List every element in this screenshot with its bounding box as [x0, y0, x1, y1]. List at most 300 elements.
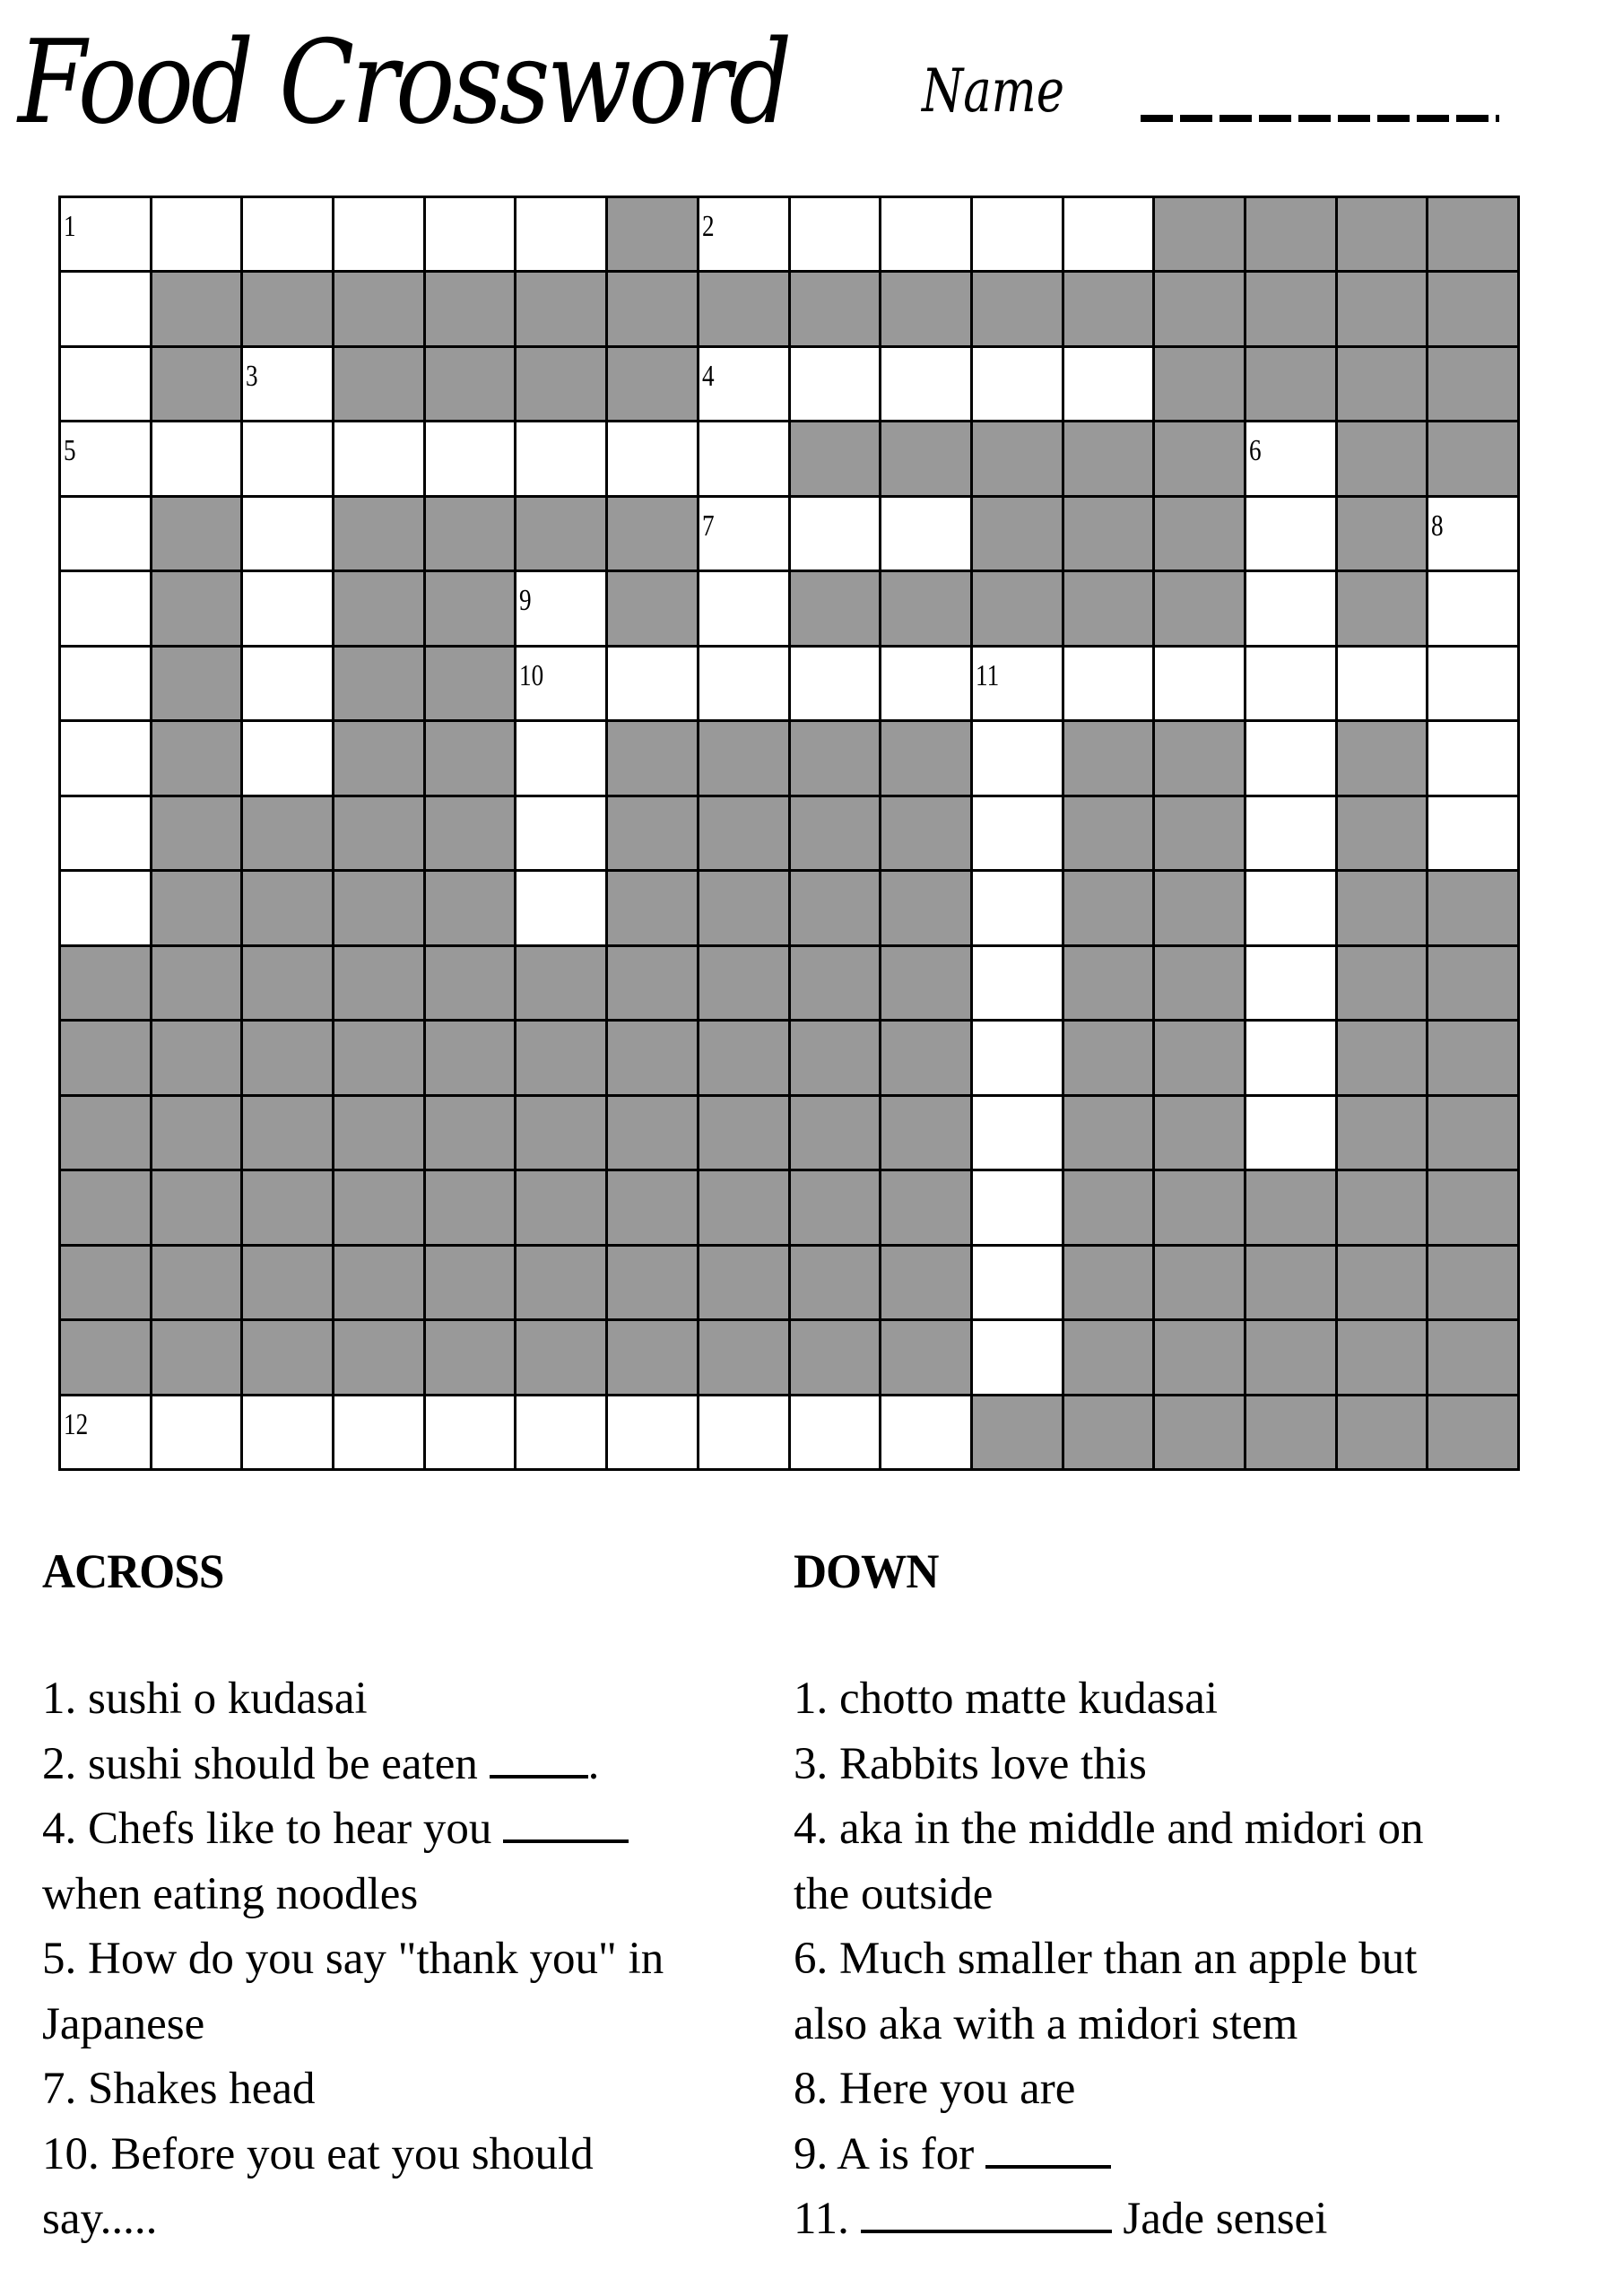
- clue-number: 5: [64, 434, 76, 468]
- block-cell: [791, 1247, 880, 1318]
- block-cell: [973, 572, 1062, 644]
- answer-cell[interactable]: [334, 198, 423, 270]
- answer-cell[interactable]: [1246, 1097, 1335, 1169]
- block-cell: [516, 273, 605, 344]
- block-cell: [1064, 1396, 1153, 1468]
- block-cell: [1246, 348, 1335, 420]
- clue-number: 12: [64, 1407, 89, 1441]
- block-cell: [608, 1247, 697, 1318]
- block-cell: [881, 797, 970, 869]
- block-cell: [608, 348, 697, 420]
- block-cell: [516, 348, 605, 420]
- block-cell: [1428, 947, 1517, 1019]
- block-cell: [243, 1171, 332, 1243]
- block-cell: [1064, 1321, 1153, 1393]
- clue-text: also aka with a midori stem: [794, 1998, 1298, 2049]
- block-cell: [699, 1097, 788, 1169]
- block-cell: [426, 1097, 515, 1169]
- answer-cell[interactable]: [791, 648, 880, 719]
- answer-cell[interactable]: [791, 198, 880, 270]
- answer-cell[interactable]: [516, 872, 605, 944]
- block-cell: [699, 872, 788, 944]
- answer-cell[interactable]: [973, 1247, 1062, 1318]
- block-cell: [1064, 1171, 1153, 1243]
- clue-item: [794, 1862, 1583, 1927]
- block-cell: [1338, 572, 1427, 644]
- block-cell: [608, 1022, 697, 1093]
- answer-cell[interactable]: [1246, 1022, 1335, 1093]
- clue-item: [42, 2057, 794, 2122]
- clue-number: 9: [519, 584, 533, 618]
- answer-cell[interactable]: [243, 572, 332, 644]
- block-cell: [243, 872, 332, 944]
- block-cell: [973, 1396, 1062, 1468]
- block-cell: [516, 1022, 605, 1093]
- block-cell: [334, 1171, 423, 1243]
- answer-cell[interactable]: [61, 422, 150, 494]
- block-cell: [152, 797, 241, 869]
- block-cell: [1155, 198, 1244, 270]
- block-cell: [334, 498, 423, 570]
- block-cell: [1155, 1022, 1244, 1093]
- answer-cell[interactable]: [973, 348, 1062, 420]
- block-cell: [699, 1321, 788, 1393]
- answer-cell[interactable]: [61, 797, 150, 869]
- answer-cell[interactable]: [243, 722, 332, 794]
- block-cell: [426, 648, 515, 719]
- answer-cell[interactable]: [791, 1396, 880, 1468]
- block-cell: [1338, 722, 1427, 794]
- block-cell: [1338, 1247, 1427, 1318]
- answer-cell[interactable]: [334, 1396, 423, 1468]
- clue-number: 7: [701, 509, 715, 543]
- block-cell: [608, 498, 697, 570]
- answer-cell[interactable]: [881, 498, 970, 570]
- answer-cell[interactable]: [1246, 947, 1335, 1019]
- block-cell: [1064, 572, 1153, 644]
- answer-cell[interactable]: [152, 1396, 241, 1468]
- block-cell: [1428, 1247, 1517, 1318]
- block-cell: [243, 1321, 332, 1393]
- across-clue-list: [42, 1666, 794, 2252]
- block-cell: [1246, 1247, 1335, 1318]
- answer-cell[interactable]: [1246, 572, 1335, 644]
- block-cell: [334, 722, 423, 794]
- block-cell: [152, 1171, 241, 1243]
- answer-cell[interactable]: [61, 872, 150, 944]
- answer-cell[interactable]: [1246, 797, 1335, 869]
- clue-item: [42, 1926, 794, 1992]
- block-cell: [1338, 1321, 1427, 1393]
- clue-text: Japanese: [42, 1998, 205, 2049]
- block-cell: [699, 797, 788, 869]
- block-cell: [608, 1171, 697, 1243]
- clue-item: [42, 1666, 794, 1732]
- block-cell: [61, 1171, 150, 1243]
- block-cell: [881, 1022, 970, 1093]
- block-cell: [61, 1321, 150, 1393]
- page-title: Food Crossword: [18, 16, 789, 150]
- fill-in-blank: [985, 2129, 1111, 2169]
- clue-item: [794, 2057, 1583, 2122]
- block-cell: [608, 947, 697, 1019]
- block-cell: [426, 1022, 515, 1093]
- clue-text: when eating noodles: [42, 1868, 419, 1919]
- clue-item: [794, 1992, 1583, 2057]
- answer-cell[interactable]: [973, 1171, 1062, 1243]
- answer-cell[interactable]: [699, 198, 788, 270]
- clue-text: 10. Before you eat you should: [42, 2128, 594, 2179]
- block-cell: [608, 1321, 697, 1393]
- answer-cell[interactable]: [699, 1396, 788, 1468]
- answer-cell[interactable]: [61, 198, 150, 270]
- answer-cell[interactable]: [973, 947, 1062, 1019]
- block-cell: [152, 947, 241, 1019]
- block-cell: [334, 1022, 423, 1093]
- down-clues: [794, 1544, 1583, 2252]
- answer-cell[interactable]: [61, 722, 150, 794]
- block-cell: [881, 872, 970, 944]
- block-cell: [973, 422, 1062, 494]
- block-cell: [1428, 1022, 1517, 1093]
- block-cell: [152, 648, 241, 719]
- answer-cell[interactable]: [1155, 648, 1244, 719]
- answer-cell[interactable]: [1428, 722, 1517, 794]
- answer-cell[interactable]: [1064, 648, 1153, 719]
- block-cell: [1155, 1247, 1244, 1318]
- answer-cell[interactable]: [881, 348, 970, 420]
- block-cell: [1338, 1022, 1427, 1093]
- answer-cell[interactable]: [699, 648, 788, 719]
- clue-text: the outside: [794, 1868, 994, 1919]
- block-cell: [1064, 797, 1153, 869]
- block-cell: [791, 722, 880, 794]
- clue-item: [794, 1796, 1583, 1862]
- block-cell: [516, 947, 605, 1019]
- block-cell: [608, 797, 697, 869]
- clue-number: 10: [519, 658, 544, 692]
- block-cell: [699, 1171, 788, 1243]
- block-cell: [1064, 273, 1153, 344]
- answer-cell[interactable]: [973, 1022, 1062, 1093]
- block-cell: [1246, 1321, 1335, 1393]
- clue-item: [794, 2187, 1583, 2252]
- block-cell: [334, 947, 423, 1019]
- block-cell: [426, 722, 515, 794]
- block-cell: [791, 572, 880, 644]
- block-cell: [1338, 498, 1427, 570]
- answer-cell[interactable]: [516, 1396, 605, 1468]
- answer-cell[interactable]: [973, 722, 1062, 794]
- clue-item: [42, 1992, 794, 2057]
- block-cell: [791, 422, 880, 494]
- answer-cell[interactable]: [608, 648, 697, 719]
- block-cell: [1338, 1396, 1427, 1468]
- answer-cell[interactable]: [608, 422, 697, 494]
- block-cell: [426, 572, 515, 644]
- answer-cell[interactable]: [516, 797, 605, 869]
- answer-cell[interactable]: [61, 498, 150, 570]
- block-cell: [1064, 947, 1153, 1019]
- block-cell: [1246, 198, 1335, 270]
- answer-cell[interactable]: [881, 198, 970, 270]
- block-cell: [1338, 273, 1427, 344]
- block-cell: [791, 1321, 880, 1393]
- clue-item: [794, 1666, 1583, 1732]
- block-cell: [1338, 348, 1427, 420]
- block-cell: [152, 1247, 241, 1318]
- block-cell: [61, 1022, 150, 1093]
- block-cell: [699, 273, 788, 344]
- block-cell: [791, 1171, 880, 1243]
- block-cell: [152, 1022, 241, 1093]
- answer-cell[interactable]: [243, 648, 332, 719]
- block-cell: [791, 797, 880, 869]
- answer-cell[interactable]: [61, 648, 150, 719]
- block-cell: [334, 1321, 423, 1393]
- answer-cell[interactable]: [791, 498, 880, 570]
- block-cell: [516, 1321, 605, 1393]
- block-cell: [152, 872, 241, 944]
- answer-cell[interactable]: [516, 648, 605, 719]
- block-cell: [791, 1022, 880, 1093]
- clue-text: 7. Shakes head: [42, 2064, 316, 2114]
- block-cell: [1338, 797, 1427, 869]
- block-cell: [334, 872, 423, 944]
- answer-cell[interactable]: [608, 1396, 697, 1468]
- block-cell: [1155, 422, 1244, 494]
- down-clue-list: [794, 1666, 1583, 2252]
- clue-item: [42, 2122, 794, 2187]
- block-cell: [1064, 722, 1153, 794]
- block-cell: [152, 498, 241, 570]
- answer-cell[interactable]: [1338, 648, 1427, 719]
- block-cell: [1428, 198, 1517, 270]
- block-cell: [243, 273, 332, 344]
- fill-in-blank: [503, 1804, 629, 1843]
- block-cell: [881, 722, 970, 794]
- name-label: Name: [922, 57, 1064, 126]
- clue-number: 6: [1248, 434, 1262, 468]
- fill-in-blank: [861, 2194, 1112, 2233]
- answer-cell[interactable]: [516, 572, 605, 644]
- clue-text: 6. Much smaller than an apple but: [794, 1934, 1418, 1984]
- answer-cell[interactable]: [973, 198, 1062, 270]
- clue-text: 9. A is for: [794, 2128, 975, 2179]
- block-cell: [881, 1097, 970, 1169]
- clue-text: 8. Here you are: [794, 2064, 1076, 2114]
- answer-cell[interactable]: [973, 1321, 1062, 1393]
- block-cell: [1428, 348, 1517, 420]
- block-cell: [152, 1097, 241, 1169]
- block-cell: [1338, 1171, 1427, 1243]
- answer-cell[interactable]: [1246, 872, 1335, 944]
- block-cell: [1155, 947, 1244, 1019]
- block-cell: [1155, 1097, 1244, 1169]
- answer-cell[interactable]: [243, 1396, 332, 1468]
- block-cell: [1155, 797, 1244, 869]
- answer-cell[interactable]: [243, 422, 332, 494]
- block-cell: [243, 1022, 332, 1093]
- across-clues: [42, 1544, 794, 2252]
- block-cell: [61, 947, 150, 1019]
- block-cell: [699, 722, 788, 794]
- clue-item: [794, 1926, 1583, 1992]
- block-cell: [608, 273, 697, 344]
- block-cell: [699, 1022, 788, 1093]
- answer-cell[interactable]: [1064, 348, 1153, 420]
- block-cell: [243, 1097, 332, 1169]
- answer-cell[interactable]: [61, 273, 150, 344]
- answer-cell[interactable]: [791, 348, 880, 420]
- block-cell: [516, 498, 605, 570]
- block-cell: [1338, 198, 1427, 270]
- block-cell: [1428, 872, 1517, 944]
- down-heading: DOWN: [794, 1544, 939, 1598]
- clue-number: 2: [701, 210, 715, 243]
- answer-cell[interactable]: [334, 422, 423, 494]
- block-cell: [1246, 1396, 1335, 1468]
- block-cell: [1428, 1321, 1517, 1393]
- clue-number: 11: [975, 658, 1000, 692]
- answer-cell[interactable]: [881, 1396, 970, 1468]
- answer-cell[interactable]: [973, 797, 1062, 869]
- block-cell: [1064, 498, 1153, 570]
- block-cell: [1338, 947, 1427, 1019]
- fill-in-blank: [490, 1739, 588, 1779]
- clue-item: [794, 2122, 1583, 2187]
- answer-cell[interactable]: [516, 722, 605, 794]
- answer-cell[interactable]: [1428, 498, 1517, 570]
- block-cell: [1428, 273, 1517, 344]
- answer-cell[interactable]: [61, 1396, 150, 1468]
- clue-text: 1. sushi o kudasai: [42, 1674, 368, 1724]
- block-cell: [1428, 1171, 1517, 1243]
- block-cell: [1064, 1247, 1153, 1318]
- answer-cell[interactable]: [1428, 572, 1517, 644]
- clue-text: 11.: [794, 2194, 849, 2244]
- block-cell: [973, 498, 1062, 570]
- answer-cell[interactable]: [426, 422, 515, 494]
- clue-item: [42, 1796, 794, 1862]
- block-cell: [791, 947, 880, 1019]
- block-cell: [1428, 1396, 1517, 1468]
- across-heading: ACROSS: [42, 1544, 224, 1598]
- answer-cell[interactable]: [1064, 198, 1153, 270]
- block-cell: [426, 273, 515, 344]
- block-cell: [1155, 1171, 1244, 1243]
- answer-cell[interactable]: [61, 348, 150, 420]
- clue-item: [42, 2187, 794, 2252]
- answer-cell[interactable]: [973, 872, 1062, 944]
- answer-cell[interactable]: [699, 422, 788, 494]
- block-cell: [1246, 273, 1335, 344]
- block-cell: [334, 1247, 423, 1318]
- answer-cell[interactable]: [699, 572, 788, 644]
- block-cell: [426, 797, 515, 869]
- block-cell: [61, 1097, 150, 1169]
- block-cell: [1064, 422, 1153, 494]
- block-cell: [426, 1247, 515, 1318]
- clue-item: [42, 1862, 794, 1927]
- answer-cell[interactable]: [243, 498, 332, 570]
- block-cell: [1338, 872, 1427, 944]
- answer-cell[interactable]: [1246, 498, 1335, 570]
- block-cell: [608, 198, 697, 270]
- block-cell: [608, 1097, 697, 1169]
- answer-cell[interactable]: [426, 198, 515, 270]
- block-cell: [1338, 422, 1427, 494]
- answer-cell[interactable]: [243, 348, 332, 420]
- clue-text: say.....: [42, 2194, 158, 2244]
- block-cell: [881, 1321, 970, 1393]
- clue-suffix: .: [587, 1738, 600, 1789]
- block-cell: [334, 273, 423, 344]
- clues-section: [42, 1544, 1584, 2252]
- block-cell: [608, 572, 697, 644]
- answer-cell[interactable]: [152, 198, 241, 270]
- block-cell: [516, 1171, 605, 1243]
- block-cell: [334, 797, 423, 869]
- block-cell: [1155, 1321, 1244, 1393]
- block-cell: [1064, 872, 1153, 944]
- block-cell: [881, 1171, 970, 1243]
- answer-cell[interactable]: [973, 1097, 1062, 1169]
- block-cell: [334, 648, 423, 719]
- block-cell: [426, 498, 515, 570]
- clue-number: 1: [64, 210, 76, 243]
- block-cell: [881, 273, 970, 344]
- block-cell: [1155, 348, 1244, 420]
- answer-cell[interactable]: [1428, 648, 1517, 719]
- answer-cell[interactable]: [516, 422, 605, 494]
- block-cell: [1428, 422, 1517, 494]
- answer-cell[interactable]: [426, 1396, 515, 1468]
- block-cell: [1428, 1097, 1517, 1169]
- block-cell: [426, 947, 515, 1019]
- name-field[interactable]: [922, 47, 1499, 127]
- block-cell: [881, 572, 970, 644]
- answer-cell[interactable]: [699, 498, 788, 570]
- answer-cell[interactable]: [243, 198, 332, 270]
- answer-cell[interactable]: [1246, 422, 1335, 494]
- block-cell: [1155, 498, 1244, 570]
- answer-cell[interactable]: [699, 348, 788, 420]
- answer-cell[interactable]: [61, 572, 150, 644]
- answer-cell[interactable]: [516, 198, 605, 270]
- clue-text: 2. sushi should be eaten: [42, 1738, 478, 1789]
- block-cell: [334, 572, 423, 644]
- answer-cell[interactable]: [152, 422, 241, 494]
- answer-cell[interactable]: [973, 648, 1062, 719]
- block-cell: [881, 422, 970, 494]
- clue-suffix: Jade sensei: [1123, 2194, 1328, 2244]
- block-cell: [426, 1171, 515, 1243]
- clue-number: 3: [246, 359, 258, 393]
- block-cell: [973, 273, 1062, 344]
- clue-item: [794, 1732, 1583, 1797]
- answer-cell[interactable]: [1246, 648, 1335, 719]
- answer-cell[interactable]: [1246, 722, 1335, 794]
- block-cell: [243, 947, 332, 1019]
- answer-cell[interactable]: [881, 648, 970, 719]
- answer-cell[interactable]: [1428, 797, 1517, 869]
- block-cell: [881, 947, 970, 1019]
- block-cell: [1338, 1097, 1427, 1169]
- block-cell: [1155, 1396, 1244, 1468]
- block-cell: [1155, 572, 1244, 644]
- name-blank-line[interactable]: [1141, 115, 1499, 122]
